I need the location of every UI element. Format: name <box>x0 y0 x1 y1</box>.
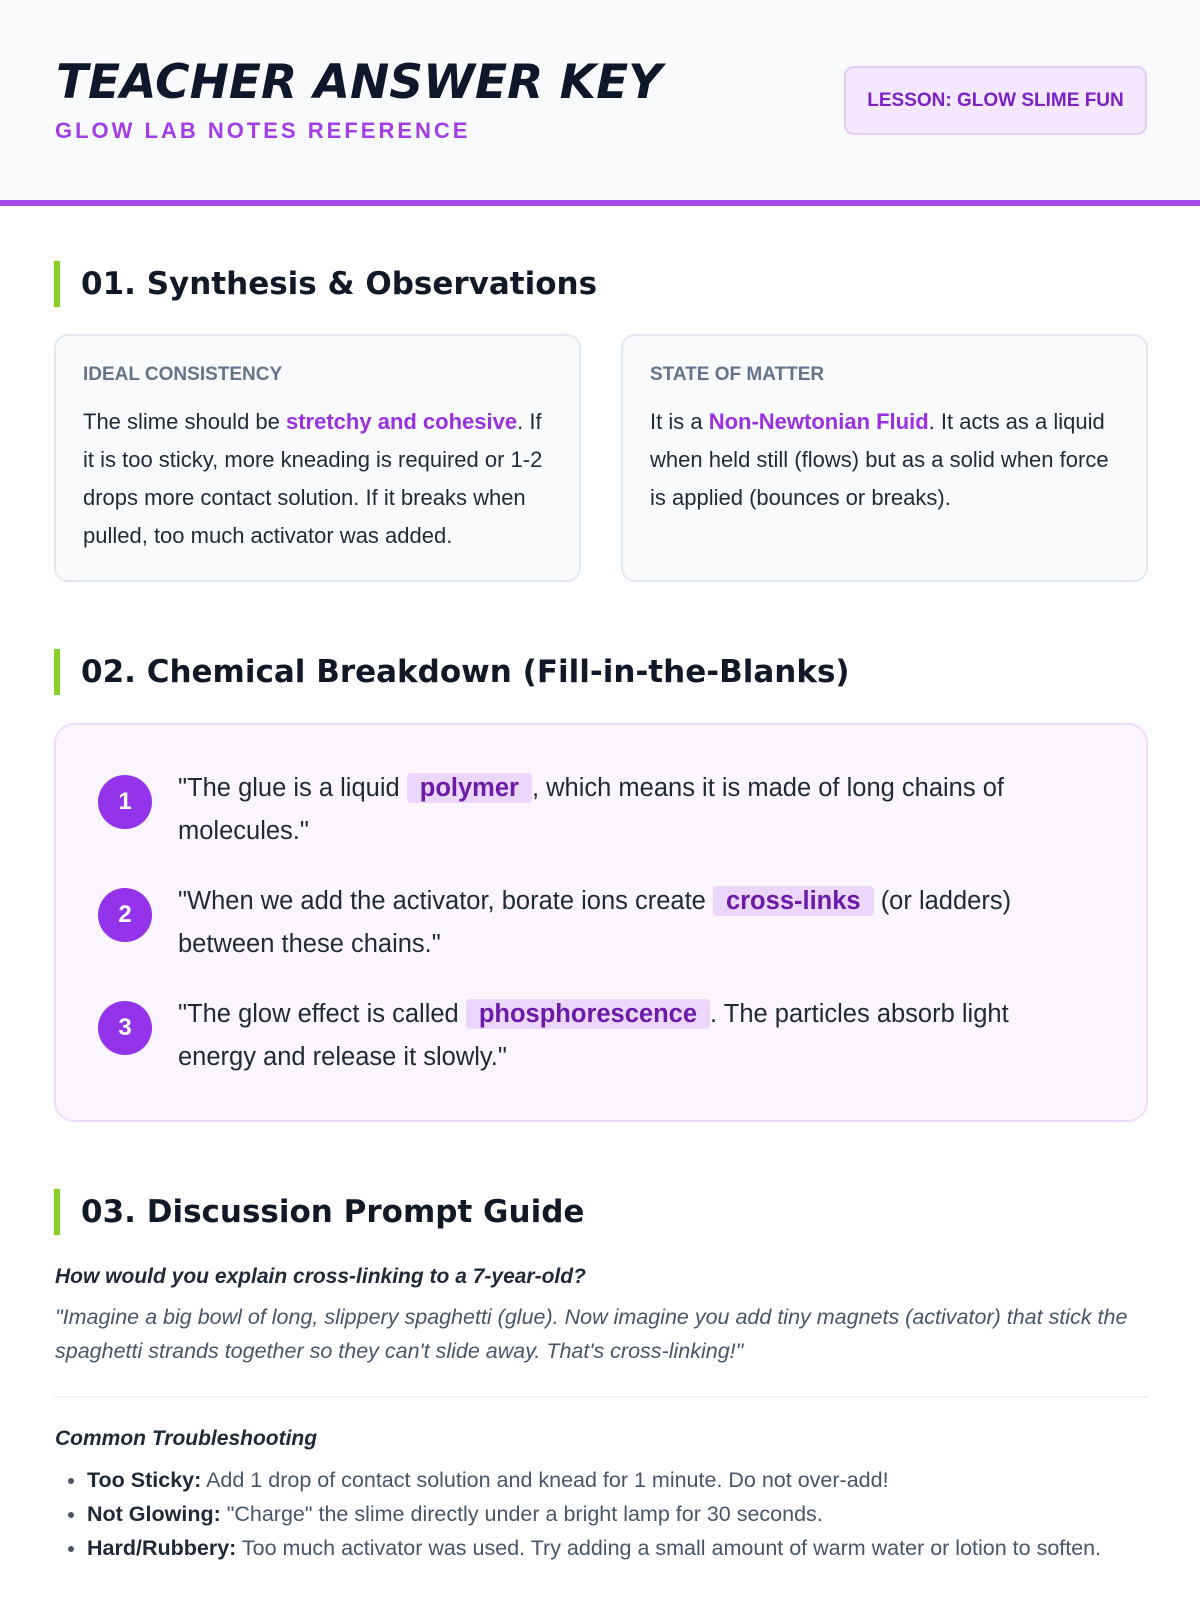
section-title-discussion: 03. Discussion Prompt Guide <box>54 1189 584 1235</box>
list-item: • Hard/Rubbery: Too much activator was used. Try adding a small amount of warm water or lotion to soften. <box>87 1531 1147 1565</box>
card-label: STATE OF MATTER <box>650 364 825 385</box>
card-label: IDEAL CONSISTENCY <box>83 364 283 385</box>
highlight-term: stretchy and cohesive <box>286 409 518 434</box>
number-badge: 1 <box>98 775 152 829</box>
troubleshooting-term: Too Sticky: <box>87 1468 202 1492</box>
lesson-badge: LESSON: GLOW SLIME FUN <box>844 66 1147 135</box>
troubleshooting-title: Common Troubleshooting <box>55 1427 318 1450</box>
number-badge: 3 <box>98 1001 152 1055</box>
troubleshooting-term: Hard/Rubbery: <box>87 1536 237 1560</box>
fill-in-the-blanks-box <box>54 723 1148 1122</box>
card-text: It is a Non-Newtonian Fluid. It acts as a liquid when held still (flows) but as a solid when force is applied (bounces or breaks). <box>650 409 1109 510</box>
card-state-of-matter <box>621 334 1148 582</box>
number-badge: 2 <box>98 888 152 942</box>
list-item: • Too Sticky: Add 1 drop of contact solution and knead for 1 minute. Do not over-add! <box>87 1463 1147 1497</box>
page-subtitle: GLOW LAB NOTES REFERENCE <box>55 118 471 143</box>
page-title: TEACHER ANSWER KEY <box>56 55 663 110</box>
list-item: • Not Glowing: "Charge" the slime directly under a bright lamp for 30 seconds. <box>87 1497 1147 1531</box>
card-text: The slime should be stretchy and cohesive. If it is too sticky, more kneading is required or 1-2 drops more contact solution. If it breaks when pulled, too much activator was added. <box>83 409 543 548</box>
section-title-chemical-breakdown: 02. Chemical Breakdown (Fill-in-the-Blanks) <box>54 649 850 695</box>
section-title-synthesis: 01. Synthesis & Observations <box>54 261 597 307</box>
troubleshooting-term: Not Glowing: <box>87 1502 221 1526</box>
blank-sentence: "The glow effect is called phosphorescence . The particles absorb light energy and release it slowly." <box>178 1000 1009 1071</box>
highlight-term: Non-Newtonian Fluid <box>708 409 929 434</box>
blank-sentence: "When we add the activator, borate ions create cross-links (or ladders) between these chains." <box>178 887 1012 958</box>
troubleshooting-list <box>87 1463 1147 1565</box>
blank-sentence: "The glue is a liquid polymer , which means it is made of long chains of molecules." <box>178 774 1004 845</box>
card-ideal-consistency <box>54 334 581 582</box>
blank-answer: polymer <box>407 773 532 803</box>
divider <box>54 1396 1148 1398</box>
page-header <box>0 0 1200 206</box>
blank-answer: cross-links <box>713 886 874 916</box>
discussion-question: How would you explain cross-linking to a 7-year-old? <box>55 1265 586 1288</box>
discussion-answer: "Imagine a big bowl of long, slippery spaghetti (glue). Now imagine you add tiny magnets (activator) that stick the spaghetti strands together so they can't slide away. That's cross-linking!" <box>55 1305 1128 1363</box>
blank-answer: phosphorescence <box>466 999 710 1029</box>
